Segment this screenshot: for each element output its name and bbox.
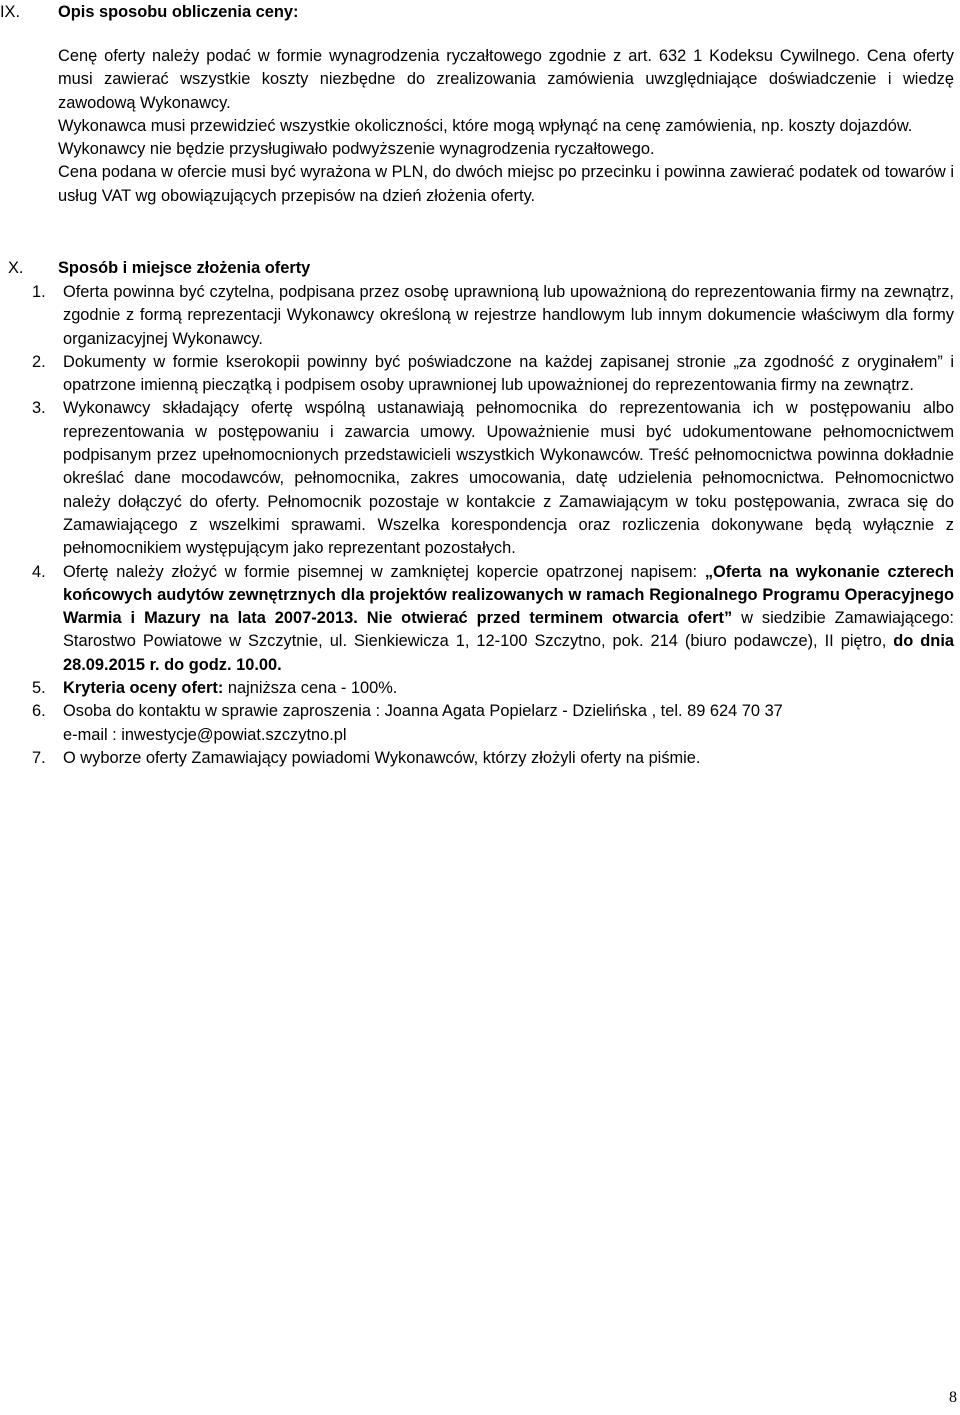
section-x-list [0,281,954,770]
offer-instruction-text: Ofertę należy złożyć w formie pisemnej w zamkniętej kopercie opatrzonej napisem: [63,562,705,581]
list-item [0,561,954,677]
submission-deadline: do dnia 28.09.2015 r. do godz. 10.00. [63,632,954,674]
list-item-number: 1. [32,283,46,301]
criteria-value: najniższa cena - 100%. [223,679,398,698]
list-item-number: 4. [32,562,46,581]
list-item [0,700,954,747]
section-ix-paragraph: Cena podana w ofercie musi być wyrażona w PLN, do dwóch miejsc po przecinku i powinna zawierać podatek od towarów i usług VAT wg obowiązujących przepisów na dzień złożenia oferty. [58,163,954,205]
section-x-title: Sposób i miejsce złożenia oferty [58,259,311,277]
contact-person: Osoba do kontaktu w sprawie zaproszenia : Joanna Agata Popielarz - Dzielińska , tel. 89 624 70 37 [63,702,783,721]
criteria-label: Kryteria oceny ofert: [63,679,224,698]
list-item-number: 2. [32,352,46,371]
list-item [0,747,954,770]
list-item [0,397,954,560]
list-item [0,351,954,398]
section-ix-body [58,45,954,208]
envelope-label: „Oferta na wykonanie czterech końcowych audytów zewnętrznych dla projektów realizowanych w ramach Regionalnego Programu Operacyjnego Warmia i Mazury na lata 2007-2013. Nie otwierać przed terminem otwarcia ofert” [63,562,954,628]
list-item-number: 7. [32,748,46,767]
list-item-number: 3. [32,399,46,418]
submission-place-text: w siedzibie Zamawiającego: Starostwo Powiatowe w Szczytnie, ul. Sienkiewicza 1, 12-100 Szczytno, pok. 214 (biuro podawcze), II piętro, [63,609,954,651]
section-ix-paragraph: Cenę oferty należy podać w formie wynagrodzenia ryczałtowego zgodnie z art. 632 1 Kodeksu Cywilnego. Cena oferty musi zawierać wszystkie koszty niezbędne do zrealizowania zamówienia uwzględniające doświadczenie i wiedzę zawodową Wykonawcy. [58,47,954,112]
list-item-number: 5. [32,679,46,698]
contact-email: e-mail : inwestycje@powiat.szczytno.pl [63,725,347,744]
list-item [0,281,954,351]
section-ix-paragraph: Wykonawcy nie będzie przysługiwało podwyższenie wynagrodzenia ryczałtowego. [58,140,655,159]
section-ix-paragraph: Wykonawca musi przewidzieć wszystkie okoliczności, które mogą wpłynąć na cenę zamówienia, np. koszty dojazdów. [58,116,913,135]
section-x-number: X. [8,259,24,277]
page-number: 8 [949,1389,957,1406]
list-item-number: 6. [32,702,46,721]
section-ix-title: Opis sposobu obliczenia ceny: [58,3,299,21]
list-item-text [63,677,954,700]
list-item-text: Wykonawcy składający ofertę wspólną ustanawiają pełnomocnika do reprezentowania ich w postępowaniu albo reprezentowania w postępowaniu i zawarcia umowy. Upoważnienie musi być udokumentowane pełnomocnictwem podpisanym przez upełnomocnionych przedstawicieli wszystkich Wykonawców. Treść pełnomocnictwa powinna dokładnie określać dane mocodawców, pełnomocnika, zakres umocowania, datę udzielenia pełnomocnictwa. Pełnomocnictwo należy dołączyć do oferty. Pełnomocnik pozostaje w kontakcie z Zamawiającym w toku postępowania, zwraca się do Zamawiającego z wszelkimi sprawami. Wszelka korespondencja oraz rozliczenia dokonywane będą wyłącznie z pełnomocnikiem występującym jako reprezentant pozostałych. [63,399,954,558]
list-item-text: O wyborze oferty Zamawiający powiadomi Wykonawców, którzy złożyli oferty na piśmie. [63,748,701,767]
list-item-text [63,561,954,677]
list-item-text [63,700,954,747]
list-item [0,677,954,700]
list-item-text: Oferta powinna być czytelna, podpisana przez osobę uprawnioną lub upoważnioną do reprezentowania firmy na zewnątrz, zgodnie z formą reprezentacji Wykonawcy określoną w rejestrze handlowym lub innym dokumencie właściwym dla formy organizacyjnej Wykonawcy. [63,283,954,348]
list-item-text: Dokumenty w formie kserokopii powinny być poświadczone na każdej zapisanej stronie „za zgodność z oryginałem” i opatrzone imienną pieczątką i podpisem osoby uprawnionej lub upoważnionej do reprezentowania firmy na zewnątrz. [63,352,954,395]
section-ix-number: IX. [0,3,21,21]
